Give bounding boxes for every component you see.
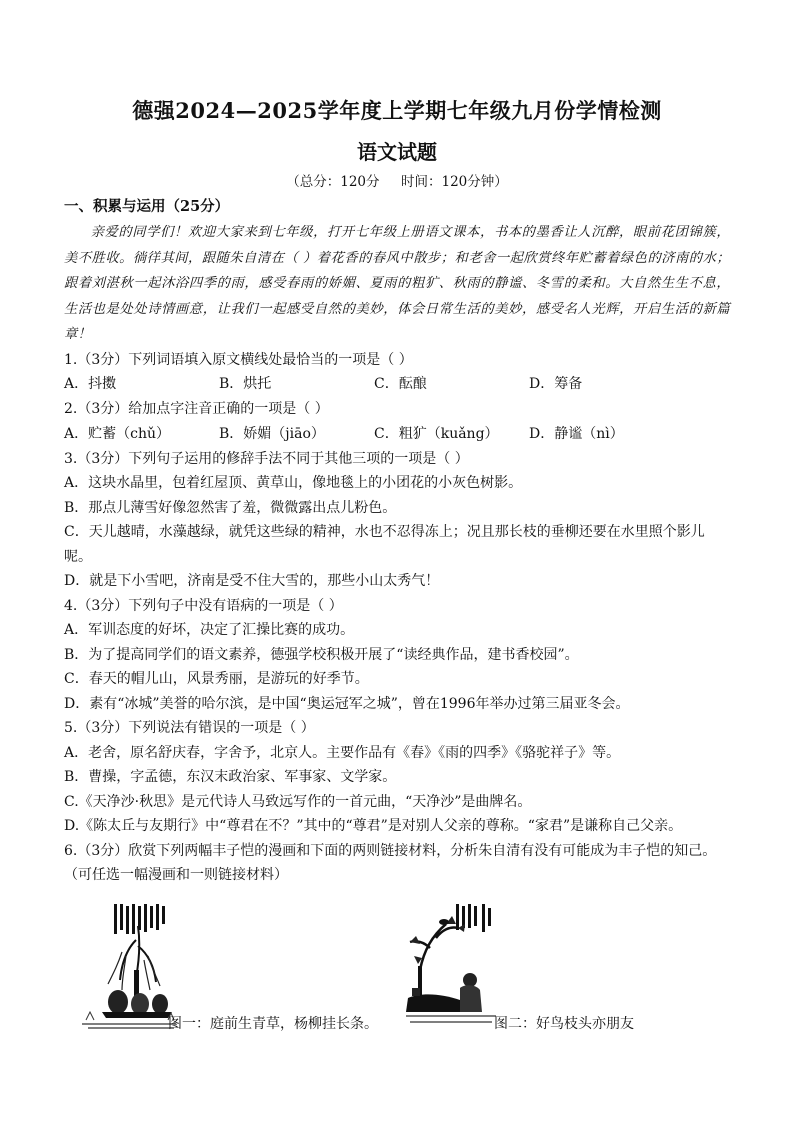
question-2-options: [64, 422, 730, 447]
question-6-stem: 6.（3分）欣赏下列两幅丰子恺的漫画和下面的两则链接材料，分析朱自清有没有可能成为丰子恺的知己。: [64, 842, 717, 859]
question-4-line: D．素有“冰城”美誉的哈尔滨，是中国“奥运冠军之城”，曾在1996年举办过第三届亚冬会。: [64, 695, 630, 712]
figure-2-caption: 图二：好鸟枝头亦朋友: [494, 1015, 634, 1032]
exam-subtitle: 语文试题: [357, 140, 437, 164]
question-3-line: D．就是下小雪吧，济南是受不住大雪的，那些小山太秀气！: [64, 573, 440, 589]
intro-passage: 亲爱的同学们！欢迎大家来到七年级，打开七年级上册语文课本，书本的墨香让人沉醉，眼前花团锦簇，美不胜收。徜徉其间，跟随朱自清在（ ）着花香的春风中散步；和老舍一起欣赏终年贮蓄着绿色的济南的水；跟着刘湛秋一起沐浴四季的雨，感受春雨的娇媚、夏雨的粗犷、秋雨的静谧、冬雪的柔和。大自然生生不息，生活也是处处诗情画意，让我们一起感受自然的美妙，体会日常生活的美妙，感受名人光辉，开启生活的新篇章！: [64, 225, 730, 342]
option-d: D．筹备: [529, 376, 583, 392]
option-c: C．酝酿: [374, 376, 427, 392]
cartoon-courtyard-image: [78, 900, 178, 1034]
question-5-line: D.《陈太丘与友期行》中“尊君在不？”其中的“尊君”是对别人父亲的尊称。“家君”是谦称自己父亲。: [64, 818, 683, 834]
option-a: A．贮蓄（chǔ）: [64, 425, 170, 442]
option-d: D．静谧（nì）: [529, 425, 624, 442]
exam-title: 德强2024—2025学年度上学期七年级九月份学情检测: [132, 98, 662, 123]
figure-1-caption: 图一：庭前生青草，杨柳挂长条。: [168, 1015, 378, 1032]
question-5-line: B．曹操，字孟德，东汉末政治家、军事家、文学家。: [64, 769, 397, 785]
question-4-stem: 4.（3分）下列句子中没有语病的一项是（ ）: [64, 597, 343, 614]
cartoon-figures: [64, 900, 730, 1040]
question-1-options: [64, 372, 730, 397]
question-1-stem: 1.（3分）下列词语填入原文横线处最恰当的一项是（ ）: [64, 351, 413, 368]
section-heading: 一、积累与运用（25分）: [64, 198, 230, 215]
question-3-line: C．天儿越晴，水藻越绿，就凭这些绿的精神，水也不忍得冻上；况且那长枝的垂柳还要在水里照个影儿: [64, 524, 705, 540]
question-4-line: C．春天的帽儿山，风景秀丽，是游玩的好季节。: [64, 671, 369, 687]
option-a: A．抖擞: [64, 376, 117, 392]
cartoon-bird-branch-image: [402, 900, 500, 1030]
option-b: B．烘托: [219, 376, 272, 392]
question-5-stem: 5.（3分）下列说法有错误的一项是（ ）: [64, 720, 315, 736]
question-3-stem: 3.（3分）下列句子运用的修辞手法不同于其他三项的一项是（ ）: [64, 450, 469, 467]
question-2-stem: 2.（3分）给加点字注音正确的一项是（ ）: [64, 401, 329, 417]
question-3-line: A．这块水晶里，包着红屋顶、黄草山，像地毯上的小团花的小灰色树影。: [64, 475, 523, 491]
exam-info: （总分：120分 时间：120分钟）: [286, 174, 508, 190]
question-4-line: B．为了提高同学们的语文素养，德强学校积极开展了“读经典作品，建书香校园”。: [64, 646, 579, 663]
question-4-line: A．军训态度的好坏，决定了汇操比赛的成功。: [64, 622, 355, 638]
option-b: B．娇媚（jiāo）: [219, 425, 325, 442]
question-5-line: A．老舍，原名舒庆春，字舍予，北京人。主要作品有《春》《雨的四季》《骆驼祥子》等。: [64, 744, 621, 761]
option-c: C．粗犷（kuǎng）: [374, 425, 499, 442]
question-6-note: （可任选一幅漫画和一则链接材料）: [64, 867, 288, 883]
question-3-line: 呢。: [64, 548, 92, 565]
question-3-line: B．那点儿薄雪好像忽然害了羞，微微露出点儿粉色。: [64, 499, 397, 516]
question-5-line: C.《天净沙·秋思》是元代诗人马致远写作的一首元曲，“天净沙”是曲牌名。: [64, 793, 532, 810]
